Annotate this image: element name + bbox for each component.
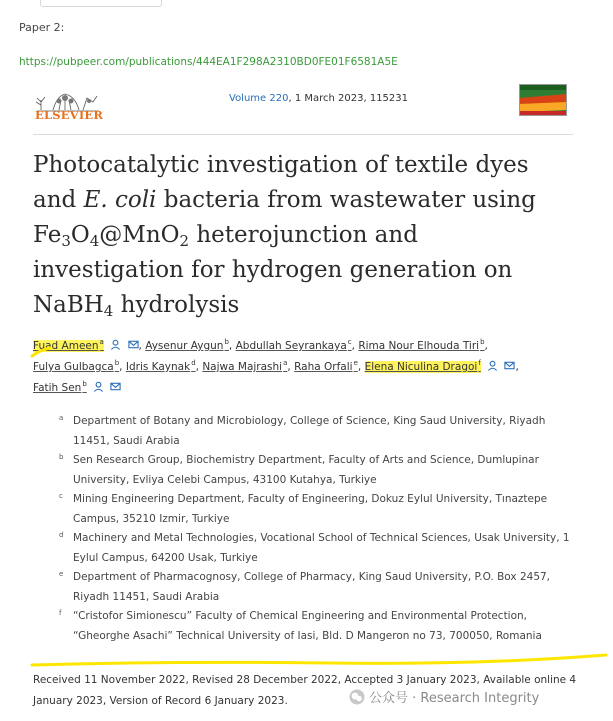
watermark-text: 公众号 · Research Integrity xyxy=(369,691,540,706)
pubpeer-link[interactable]: https://pubpeer.com/publications/444EA1F298A2310BD0FE01F6581A5E xyxy=(19,56,398,68)
author-link[interactable]: Raha Orfali$^e$ xyxy=(294,359,358,373)
mail-icon[interactable] xyxy=(128,339,139,350)
affiliation-item: a Department of Botany and Microbiology, College of Science, King Saud University, Riyadh 11451, Saudi Arabia xyxy=(59,414,546,447)
mail-icon[interactable] xyxy=(504,360,515,371)
person-icon[interactable] xyxy=(110,339,121,350)
article-history: Received 11 November 2022, Revised 28 December 2022, Accepted 3 January 2023, Available online 4 January 2023, Version of Record 6 January 2023. xyxy=(33,674,577,707)
author-list: Fuad Ameen$^a$ , Aysenur Aygun$^b$, Abdullah Seyrankaya$^c$, Rima Nour Elhouda Tiri$^b$, Fulya Gulbagca$^b$, Idris Kaynak$^d$, Najwa Majrashi$^a$, Raha Orfali$^e$, Elena Niculina Dragoi$^f$ , Fatih Sen$^b$ xyxy=(33,338,519,394)
mail-icon[interactable] xyxy=(110,381,121,392)
wechat-watermark xyxy=(349,687,539,706)
issue-date: , 1 March 2023, 115231 xyxy=(288,93,409,104)
title-line-1: Photocatalytic investigation of textile dyes xyxy=(33,152,529,178)
volume-link[interactable]: Volume 220 xyxy=(229,93,289,104)
author-link[interactable]: Idris Kaynak$^d$ xyxy=(125,359,196,373)
affiliation-item: b Sen Research Group, Biochemistry Department, Faculty of Arts and Science, Dumlupinar University, Evliya Celebi Campus, 43100 Kutahya, Turkiye xyxy=(59,453,539,486)
article-title xyxy=(33,148,578,323)
affiliation-item: e Department of Pharmacognosy, College of Pharmacy, King Saud University, P.O. Box 2457, Riyadh 11451, Saudi Arabia xyxy=(59,570,551,603)
publisher-name: ELSEVIER xyxy=(35,108,104,122)
title-line-3: $Fe_3O_4@MnO_2$ heterojunction and xyxy=(33,222,418,250)
wechat-icon xyxy=(349,689,365,705)
person-icon[interactable] xyxy=(487,360,498,371)
journal-info xyxy=(229,93,408,104)
affiliation-item: c Mining Engineering Department, Faculty of Engineering, Dokuz Eylul University, Tınaztepe Campus, 35210 Izmir, Turkiye xyxy=(59,492,548,525)
highlight-underline-left xyxy=(30,330,110,358)
author-link[interactable]: Abdullah Seyrankaya$^c$ xyxy=(235,338,352,352)
author-link[interactable]: Fatih Sen$^b$ xyxy=(33,380,87,394)
affiliation-item: f “Cristofor Simionescu” Faculty of Chemical Engineering and Environmental Protection, “Gheorghe Asachi” Technical University of Iasi, Bld. D Mangeron no 73, 700050, Romania xyxy=(59,609,542,642)
yellow-annotation-line xyxy=(30,651,608,671)
affiliation-item: d Machinery and Metal Technologies, Vocational School of Technical Sciences, Usak University, 1 Eylul Campus, 64200 Usak, Turkiye xyxy=(59,531,570,564)
author-link[interactable]: Rima Nour Elhouda Tiri$^b$ xyxy=(358,338,485,352)
person-icon[interactable] xyxy=(93,381,104,392)
title-line-5: NaBH$_4$ hydrolysis xyxy=(33,292,240,320)
author-link[interactable]: Fulya Gulbagca$^b$ xyxy=(33,359,120,373)
author-link[interactable]: Elena Niculina Dragoi$^f$ xyxy=(364,359,481,373)
paper-label: Paper 2: xyxy=(19,21,65,34)
header-divider xyxy=(33,134,573,135)
author-link[interactable]: Aysenur Aygun$^b$ xyxy=(145,338,229,352)
journal-cover-image[interactable] xyxy=(519,84,567,116)
title-line-2: and E. coli bacteria from wastewater using xyxy=(33,187,536,213)
top-box xyxy=(40,0,162,7)
title-line-4: investigation for hydrogen generation on xyxy=(33,257,513,283)
affiliations xyxy=(55,412,575,646)
author-link[interactable]: Najwa Majrashi$^a$ xyxy=(202,359,288,373)
author-link[interactable]: Fuad Ameen$^a$ xyxy=(33,338,104,352)
